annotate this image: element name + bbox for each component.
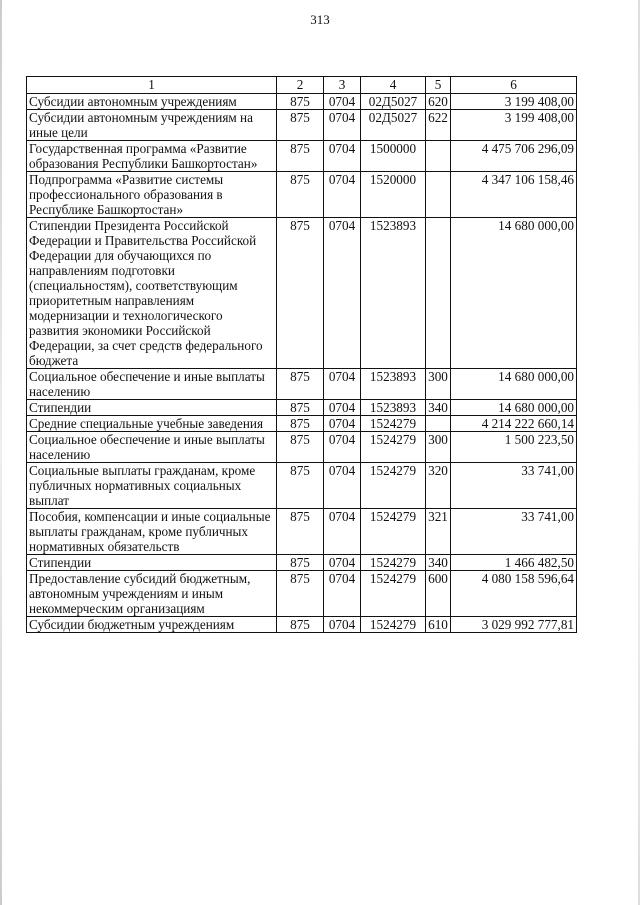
scan-edge-left (0, 0, 2, 905)
row-target-code: 02Д5027 (361, 94, 426, 110)
row-name: Субсидии автономным учреждениям на иные цели (27, 110, 277, 141)
table-row (27, 509, 577, 555)
row-ministry-code: 875 (277, 463, 324, 509)
row-amount: 14 680 000,00 (451, 400, 577, 416)
row-expense-type: 340 (426, 555, 451, 571)
column-header-6: 6 (451, 77, 577, 94)
row-section-code: 0704 (324, 400, 361, 416)
row-amount: 4 214 222 660,14 (451, 416, 577, 432)
row-section-code: 0704 (324, 571, 361, 617)
row-expense-type: 610 (426, 617, 451, 633)
column-header-4: 4 (361, 77, 426, 94)
row-target-code: 1524279 (361, 463, 426, 509)
table-row (27, 94, 577, 110)
row-amount: 1 500 223,50 (451, 432, 577, 463)
row-name: Субсидии бюджетным учреждениям (27, 617, 277, 633)
row-expense-type (426, 172, 451, 218)
row-name: Субсидии автономным учреждениям (27, 94, 277, 110)
table-row (27, 172, 577, 218)
row-amount: 3 199 408,00 (451, 94, 577, 110)
row-expense-type: 620 (426, 94, 451, 110)
row-expense-type (426, 141, 451, 172)
row-target-code: 1524279 (361, 617, 426, 633)
row-ministry-code: 875 (277, 509, 324, 555)
row-section-code: 0704 (324, 509, 361, 555)
row-name: Стипендии (27, 555, 277, 571)
row-ministry-code: 875 (277, 416, 324, 432)
row-amount: 1 466 482,50 (451, 555, 577, 571)
table-row (27, 218, 577, 369)
table-row (27, 141, 577, 172)
row-name: Стипендии (27, 400, 277, 416)
row-expense-type: 321 (426, 509, 451, 555)
column-header-1: 1 (27, 77, 277, 94)
row-expense-type: 600 (426, 571, 451, 617)
row-expense-type: 320 (426, 463, 451, 509)
table-row (27, 432, 577, 463)
row-name: Стипендии Президента Российской Федерации и Правительства Российской Федерации для обучающихся по направлениям подготовки (специальностям), соответствующим приоритетным направлениям модернизации и технологического развития экономики Российской Федерации, за счет средств федерального бюджета (27, 218, 277, 369)
table-row (27, 463, 577, 509)
table-row (27, 571, 577, 617)
row-expense-type: 300 (426, 432, 451, 463)
row-expense-type: 622 (426, 110, 451, 141)
column-header-2: 2 (277, 77, 324, 94)
row-section-code: 0704 (324, 369, 361, 400)
row-ministry-code: 875 (277, 172, 324, 218)
row-section-code: 0704 (324, 218, 361, 369)
row-target-code: 1500000 (361, 141, 426, 172)
row-target-code: 1523893 (361, 400, 426, 416)
row-target-code: 1524279 (361, 416, 426, 432)
row-section-code: 0704 (324, 617, 361, 633)
table-row (27, 555, 577, 571)
table-row (27, 400, 577, 416)
row-ministry-code: 875 (277, 555, 324, 571)
row-name: Государственная программа «Развитие образования Республики Башкортостан» (27, 141, 277, 172)
row-expense-type: 340 (426, 400, 451, 416)
row-section-code: 0704 (324, 432, 361, 463)
row-target-code: 1520000 (361, 172, 426, 218)
row-ministry-code: 875 (277, 617, 324, 633)
row-target-code: 1524279 (361, 432, 426, 463)
table-row (27, 416, 577, 432)
row-ministry-code: 875 (277, 571, 324, 617)
row-amount: 3 199 408,00 (451, 110, 577, 141)
table-row (27, 369, 577, 400)
row-target-code: 1523893 (361, 218, 426, 369)
row-name: Подпрограмма «Развитие системы профессионального образования в Республике Башкортостан» (27, 172, 277, 218)
row-expense-type (426, 416, 451, 432)
row-amount: 4 080 158 596,64 (451, 571, 577, 617)
row-amount: 4 347 106 158,46 (451, 172, 577, 218)
row-target-code: 1524279 (361, 571, 426, 617)
row-name: Предоставление субсидий бюджетным, автономным учреждениям и иным некоммерческим организациям (27, 571, 277, 617)
row-ministry-code: 875 (277, 94, 324, 110)
row-amount: 33 741,00 (451, 463, 577, 509)
row-amount: 14 680 000,00 (451, 218, 577, 369)
row-name: Средние специальные учебные заведения (27, 416, 277, 432)
row-amount: 33 741,00 (451, 509, 577, 555)
budget-table (26, 76, 577, 633)
row-name: Социальное обеспечение и иные выплаты населению (27, 432, 277, 463)
row-target-code: 1524279 (361, 555, 426, 571)
column-header-5: 5 (426, 77, 451, 94)
row-expense-type (426, 218, 451, 369)
row-section-code: 0704 (324, 110, 361, 141)
table-row (27, 617, 577, 633)
row-section-code: 0704 (324, 94, 361, 110)
row-section-code: 0704 (324, 172, 361, 218)
row-ministry-code: 875 (277, 400, 324, 416)
row-ministry-code: 875 (277, 218, 324, 369)
row-name: Пособия, компенсации и иные социальные выплаты гражданам, кроме публичных нормативных обязательств (27, 509, 277, 555)
row-amount: 14 680 000,00 (451, 369, 577, 400)
row-amount: 4 475 706 296,09 (451, 141, 577, 172)
row-section-code: 0704 (324, 463, 361, 509)
row-ministry-code: 875 (277, 141, 324, 172)
row-ministry-code: 875 (277, 110, 324, 141)
row-ministry-code: 875 (277, 369, 324, 400)
row-target-code: 1523893 (361, 369, 426, 400)
row-expense-type: 300 (426, 369, 451, 400)
row-section-code: 0704 (324, 555, 361, 571)
table-header-row (27, 77, 577, 94)
page-number: 313 (310, 12, 330, 27)
row-target-code: 02Д5027 (361, 110, 426, 141)
row-amount: 3 029 992 777,81 (451, 617, 577, 633)
row-section-code: 0704 (324, 141, 361, 172)
row-section-code: 0704 (324, 416, 361, 432)
row-target-code: 1524279 (361, 509, 426, 555)
row-name: Социальные выплаты гражданам, кроме публичных нормативных социальных выплат (27, 463, 277, 509)
column-header-3: 3 (324, 77, 361, 94)
row-name: Социальное обеспечение и иные выплаты населению (27, 369, 277, 400)
table-row (27, 110, 577, 141)
row-ministry-code: 875 (277, 432, 324, 463)
